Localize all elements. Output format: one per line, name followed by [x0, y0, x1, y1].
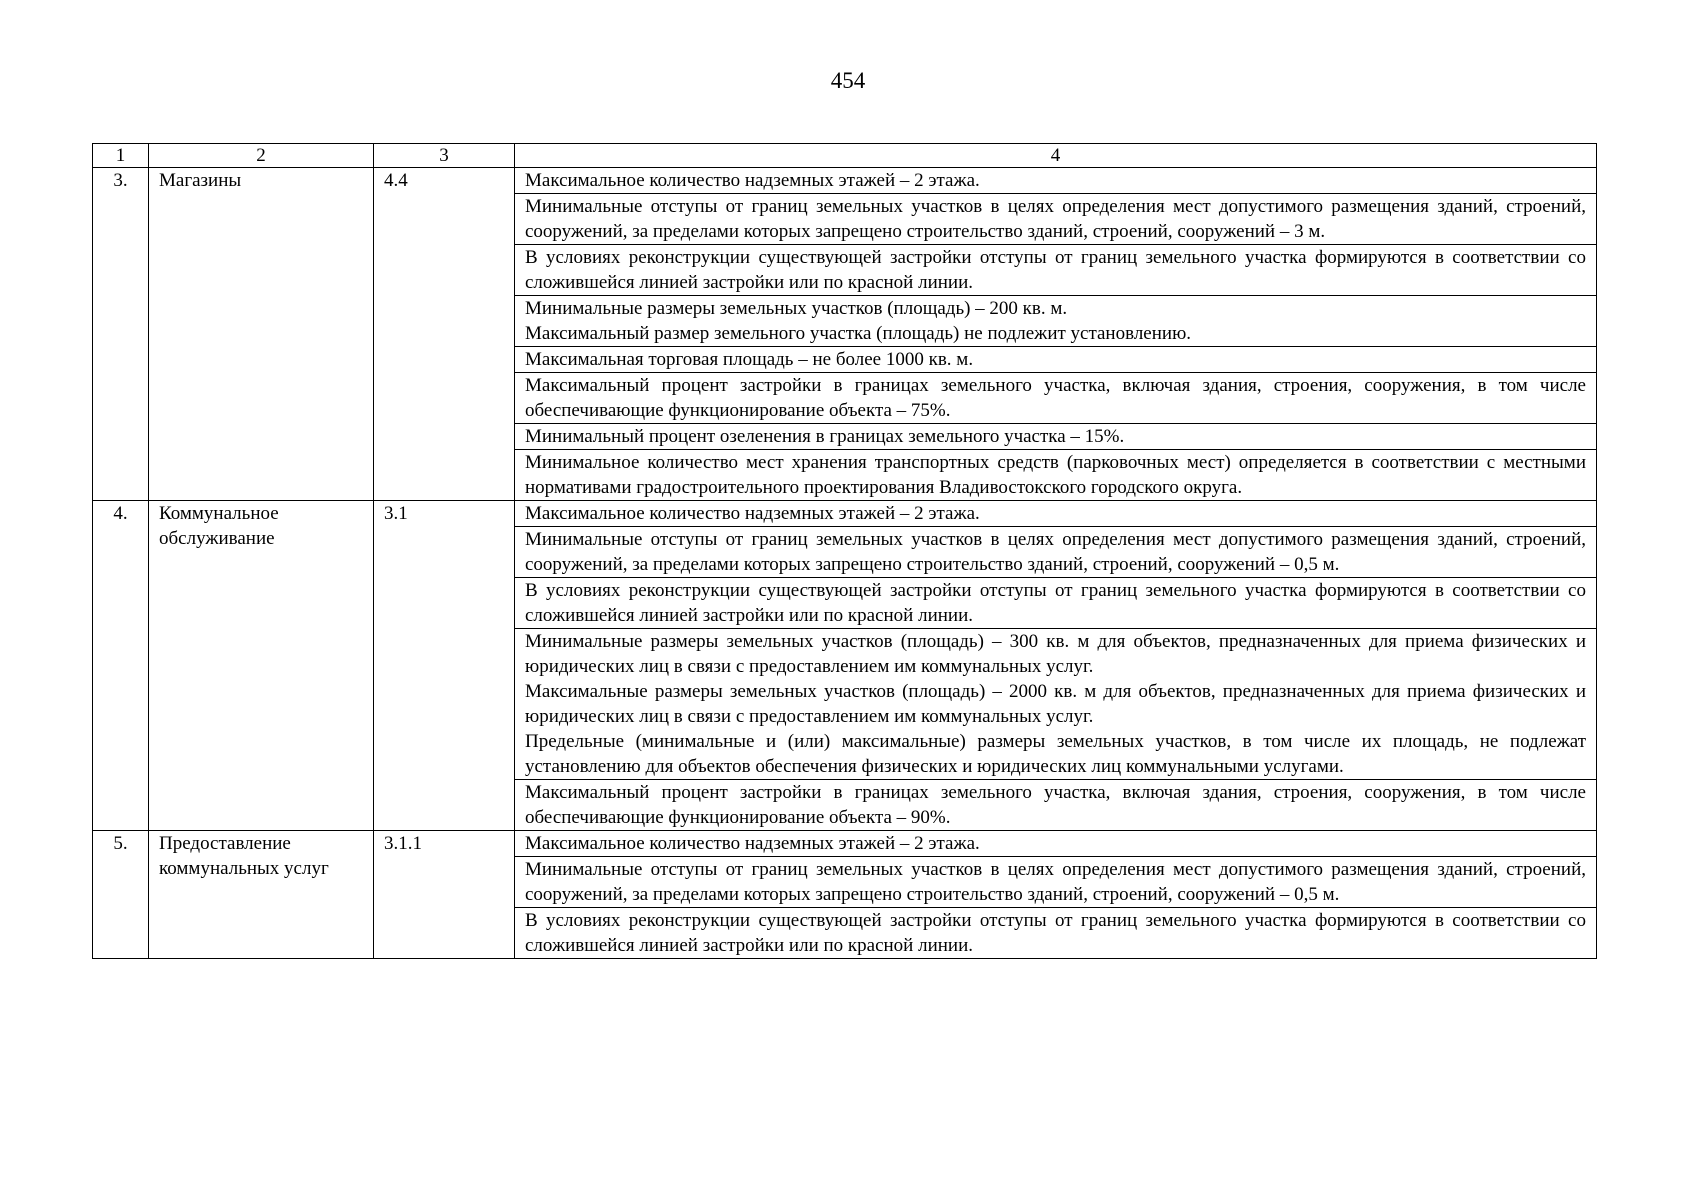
parameter-text: Минимальное количество мест хранения транспортных средств (парковочных мест) определяется в соответствии с местными нормативами градостроительного проектирования Владивостокского городского округа. [525, 452, 1586, 498]
use-type-name: Коммунальное обслуживание [149, 501, 374, 831]
parameter-cell [515, 373, 1597, 424]
parameter-cell [515, 578, 1597, 629]
use-type-code: 3.1 [374, 501, 515, 831]
parameter-text: Максимальное количество надземных этажей – 2 этажа. [525, 503, 980, 524]
parameter-cell [515, 857, 1597, 908]
use-type-code: 4.4 [374, 168, 515, 501]
regulations-table [92, 143, 1597, 959]
parameter-text: Минимальные размеры земельных участков (площадь) – 300 кв. м для объектов, предназначенных для приема физических и юридических лиц в связи с предоставлением им коммунальных услуг. [525, 631, 1586, 677]
parameter-cell [515, 780, 1597, 831]
header-cell-1: 1 [93, 144, 149, 168]
parameter-text: Максимальные размеры земельных участков (площадь) – 2000 кв. м для объектов, предназначенных для приема физических и юридических лиц в связи с предоставлением им коммунальных услуг. [525, 681, 1586, 727]
parameter-cell [515, 245, 1597, 296]
parameter-text: Максимальный процент застройки в границах земельного участка, включая здания, строения, сооружения, в том числе обеспечивающие функционирование объекта – 75%. [525, 375, 1586, 421]
parameter-cell [515, 831, 1597, 857]
parameter-cell [515, 168, 1597, 194]
parameter-text: Минимальный процент озеленения в границах земельного участка – 15%. [525, 426, 1125, 447]
parameter-text: Максимальный размер земельного участка (площадь) не подлежит установлению. [525, 323, 1192, 344]
parameter-text: В условиях реконструкции существующей застройки отступы от границ земельного участка формируются в соответствии со сложившейся линией застройки или по красной линии. [525, 247, 1586, 293]
parameter-text: В условиях реконструкции существующей застройки отступы от границ земельного участка формируются в соответствии со сложившейся линией застройки или по красной линии. [525, 580, 1586, 626]
table-body [93, 144, 1597, 959]
parameter-cell [515, 450, 1597, 501]
header-cell-4: 4 [515, 144, 1597, 168]
parameter-text: Максимальная торговая площадь – не более 1000 кв. м. [525, 349, 974, 370]
parameter-cell [515, 194, 1597, 245]
parameter-text: В условиях реконструкции существующей застройки отступы от границ земельного участка формируются в соответствии со сложившейся линией застройки или по красной линии. [525, 910, 1586, 956]
header-row [93, 144, 1597, 168]
use-type-name: Магазины [149, 168, 374, 501]
parameter-text: Предельные (минимальные и (или) максимальные) размеры земельных участков, в том числе их площадь, не подлежат установлению для объектов обеспечения физических и юридических лиц коммунальными услугами. [525, 731, 1586, 777]
parameter-cell [515, 296, 1597, 347]
use-type-name: Предоставление коммунальных услуг [149, 831, 374, 959]
use-type-code: 3.1.1 [374, 831, 515, 959]
parameter-cell [515, 501, 1597, 527]
header-cell-2: 2 [149, 144, 374, 168]
row-number: 5. [93, 831, 149, 959]
parameter-cell [515, 424, 1597, 450]
parameter-text: Максимальное количество надземных этажей – 2 этажа. [525, 833, 980, 854]
parameter-text: Минимальные отступы от границ земельных участков в целях определения мест допустимого размещения зданий, строений, сооружений, за пределами которых запрещено строительство зданий, строений, сооружений – 0,5 м. [525, 529, 1586, 575]
parameter-text: Минимальные отступы от границ земельных участков в целях определения мест допустимого размещения зданий, строений, сооружений, за пределами которых запрещено строительство зданий, строений, сооружений – 0,5 м. [525, 859, 1586, 905]
parameter-cell [515, 527, 1597, 578]
parameter-cell [515, 347, 1597, 373]
row-number: 3. [93, 168, 149, 501]
parameter-text: Минимальные отступы от границ земельных участков в целях определения мест допустимого размещения зданий, строений, сооружений, за пределами которых запрещено строительство зданий, строений, сооружений – 3 м. [525, 196, 1586, 242]
table-row [93, 501, 1597, 527]
parameter-text: Максимальный процент застройки в границах земельного участка, включая здания, строения, сооружения, в том числе обеспечивающие функционирование объекта – 90%. [525, 782, 1586, 828]
parameter-text: Минимальные размеры земельных участков (площадь) – 200 кв. м. [525, 298, 1068, 319]
parameter-cell [515, 908, 1597, 959]
row-number: 4. [93, 501, 149, 831]
parameter-text: Максимальное количество надземных этажей – 2 этажа. [525, 170, 980, 191]
page-number: 454 [830, 68, 866, 93]
table-row [93, 831, 1597, 857]
header-cell-3: 3 [374, 144, 515, 168]
table-row [93, 168, 1597, 194]
parameter-cell [515, 629, 1597, 780]
